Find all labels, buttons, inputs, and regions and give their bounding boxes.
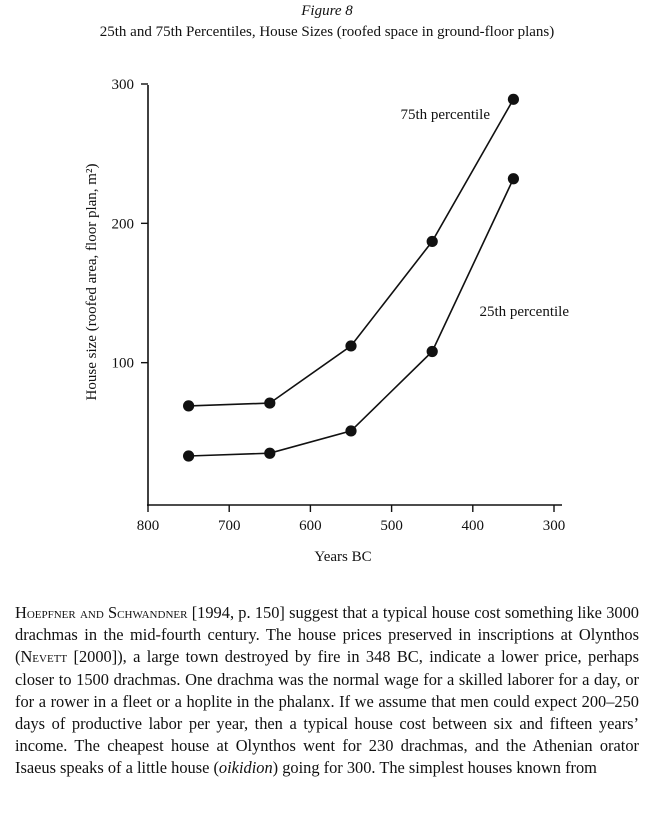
- author-name: Hoepfner and Schwandner: [15, 603, 188, 622]
- body-text-part: ) going for 300. The simplest houses known from: [272, 758, 597, 778]
- data-point: [183, 400, 194, 411]
- x-axis-ticks: [137, 505, 566, 534]
- body-paragraph: [15, 602, 639, 780]
- x-tick-label: 300: [542, 518, 566, 534]
- x-tick-label: 500: [380, 518, 403, 534]
- series-line: [189, 179, 514, 456]
- body-text-part: [2000]), a large town destroyed by fire in 348 BC, indicate a lower price, perhaps closer to 1500 drachmas. One drachma was the normal wage for a skilled laborer for a day, or for a rower in a fleet or a hoplite in the phalanx. If we assume that men could expect 200–250 days of productive labor per year, then a typical house cost between six and fifteen years’ income. The cheapest house at Olynthos went for 230 drachmas, and the Athenian orator Isaeus speaks of a little house (: [15, 647, 639, 778]
- y-tick-label: 100: [111, 355, 134, 372]
- figure-number: Figure 8: [301, 3, 353, 19]
- series-label: 25th percentile: [479, 304, 569, 320]
- data-point: [508, 173, 519, 184]
- author-name: Nevett: [20, 647, 68, 667]
- y-axis-ticks: [112, 77, 149, 372]
- x-tick-label: 400: [461, 518, 485, 534]
- x-tick-label: 700: [217, 518, 241, 534]
- data-point: [345, 340, 356, 351]
- figure-title: 25th and 75th Percentiles, House Sizes (roofed space in ground-floor plans): [99, 24, 555, 40]
- data-point: [264, 448, 275, 459]
- y-axis-title: House size (roofed area, floor plan, m²): [84, 163, 100, 401]
- data-point: [345, 425, 356, 436]
- series-line: [189, 99, 514, 406]
- x-tick-label: 800: [136, 518, 160, 534]
- series-layer: [183, 94, 569, 462]
- x-axis-title: Years BC: [314, 549, 372, 565]
- y-tick-label: 200: [111, 216, 134, 233]
- body-text-part: [1994, p. 150] suggest that a typical house cost something like 3000 drachmas in the mid-fourth century. The house prices preserved in inscriptions at Olynthos (: [15, 603, 639, 667]
- y-tick-label: 300: [111, 77, 134, 93]
- data-point: [508, 94, 519, 105]
- x-tick-label: 600: [299, 518, 322, 534]
- data-point: [183, 450, 194, 461]
- data-point: [427, 236, 438, 247]
- series-label: 75th percentile: [400, 107, 490, 123]
- greek-term: oikidion: [218, 758, 273, 778]
- data-point: [264, 397, 275, 408]
- data-point: [427, 346, 438, 357]
